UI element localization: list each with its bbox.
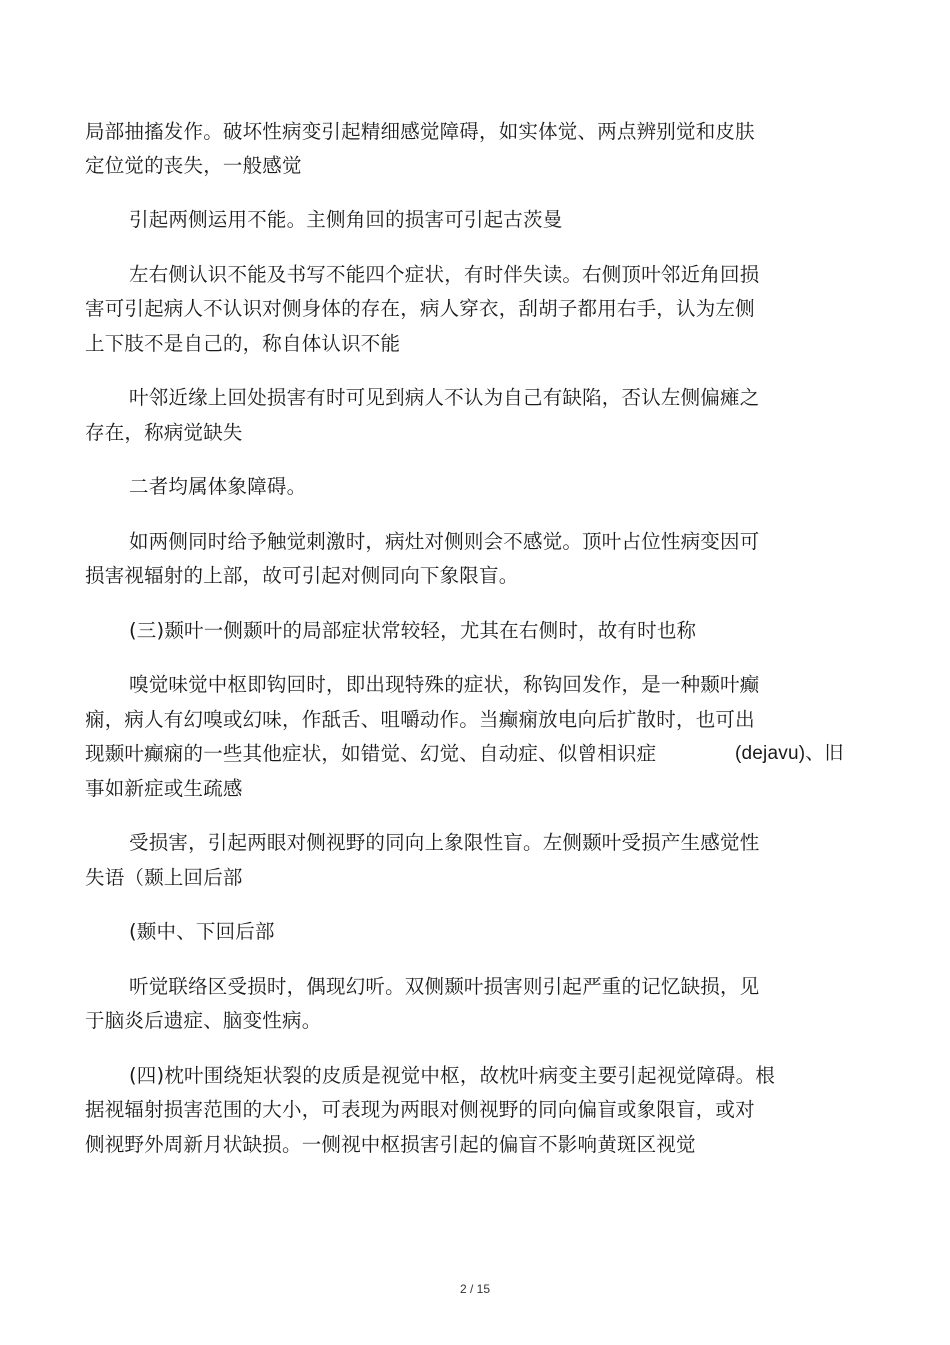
text-line: 左右侧认识不能及书写不能四个症状，有时伴失读。右侧顶叶邻近角回损: [129, 263, 760, 286]
text-line: 存在，称病觉缺失: [85, 421, 243, 444]
text-line: 定位觉的丧失，一般感觉: [85, 154, 302, 177]
text-line: 受损害，引起两眼对侧视野的同向上象限性盲。左侧颞叶受损产生感觉性: [129, 831, 760, 854]
text-line: 引起两侧运用不能。主侧角回的损害可引起古茨曼: [129, 208, 563, 231]
text-line: 侧视野外周新月状缺损。一侧视中枢损害引起的偏盲不影响黄斑区视觉: [85, 1133, 696, 1156]
text-line-continuation: (dejavu)、旧: [735, 743, 844, 764]
text-line: 害可引起病人不认识对侧身体的存在，病人穿衣，刮胡子都用右手，认为左侧: [85, 297, 755, 320]
text-line: 损害视辐射的上部，故可引起对侧同向下象限盲。: [85, 564, 519, 587]
text-line: 局部抽搐发作。破坏性病变引起精细感觉障碍，如实体觉、两点辨别觉和皮肤: [85, 120, 755, 143]
text-line: 嗅觉味觉中枢即钩回时，即出现特殊的症状，称钩回发作，是一种颞叶癫: [129, 673, 760, 696]
text-line: 于脑炎后遗症、脑变性病。: [85, 1009, 322, 1032]
page-number: 2 / 15: [459, 1282, 491, 1296]
text-line: 失语（颞上回后部: [85, 866, 243, 889]
text-line: 听觉联络区受损时，偶现幻听。双侧颞叶损害则引起严重的记忆缺损，见: [129, 975, 760, 998]
text-line: (四)枕叶围绕矩状裂的皮质是视觉中枢，故枕叶病变主要引起视觉障碍。根: [129, 1064, 776, 1087]
text-line: 上下肢不是自己的，称自体认识不能: [85, 332, 401, 355]
text-line: (三)颞叶一侧颞叶的局部症状常较轻，尤其在右侧时，故有时也称: [129, 619, 697, 642]
text-line: 二者均属体象障碍。: [129, 475, 307, 498]
text-line: 现颞叶癫痫的一些其他症状，如错觉、幻觉、自动症、似曾相识症: [85, 742, 657, 765]
text-line: 事如新症或生疏感: [85, 777, 243, 800]
text-line: (颞中、下回后部: [129, 920, 275, 943]
text-line: 据视辐射损害范围的大小，可表现为两眼对侧视野的同向偏盲或象限盲，或对: [85, 1098, 755, 1121]
text-line: 叶邻近缘上回处损害有时可见到病人不认为自己有缺陷，否认左侧偏瘫之: [129, 386, 760, 409]
text-line: 如两侧同时给予触觉刺激时，病灶对侧则会不感觉。顶叶占位性病变因可: [129, 530, 760, 553]
text-line: 痫，病人有幻嗅或幻味，作舐舌、咀嚼动作。当癫痫放电向后扩散时，也可出: [85, 708, 755, 731]
